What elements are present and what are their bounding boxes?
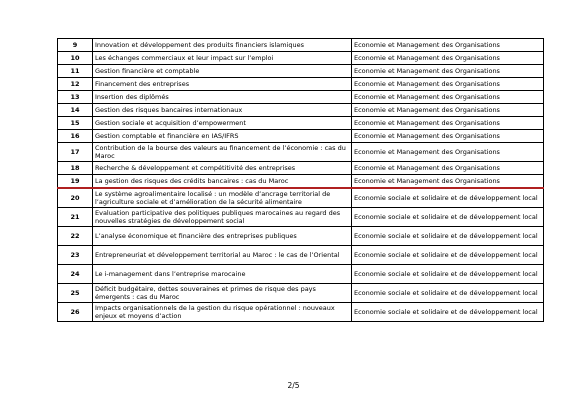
row-number: 17 (58, 143, 93, 162)
table-row (58, 117, 544, 130)
row-domain: Economie sociale et solidaire et de développement local (352, 284, 544, 303)
row-domain: Economie et Management des Organisations (352, 143, 544, 162)
row-title: La gestion des risques des crédits bancaires : cas du Maroc (93, 175, 352, 189)
row-title: Gestion comptable et financière en IAS/IFRS (93, 130, 352, 143)
row-title: Déficit budgétaire, dettes souveraines et primes de risque des pays émergents : cas du Maroc (93, 284, 352, 303)
row-domain: Economie et Management des Organisations (352, 39, 544, 52)
table-row (58, 208, 544, 227)
subjects-table (57, 38, 544, 322)
row-domain: Economie et Management des Organisations (352, 65, 544, 78)
row-domain: Economie sociale et solidaire et de développement local (352, 246, 544, 265)
row-domain: Economie et Management des Organisations (352, 130, 544, 143)
row-domain: Economie sociale et solidaire et de développement local (352, 227, 544, 246)
table-row (58, 246, 544, 265)
row-domain: Economie et Management des Organisations (352, 117, 544, 130)
row-domain: Economie et Management des Organisations (352, 104, 544, 117)
row-title: Impacts organisationnels de la gestion du risque opérationnel : nouveaux enjeux et moyens d’action (93, 303, 352, 322)
row-number: 13 (58, 91, 93, 104)
row-number: 12 (58, 78, 93, 91)
row-domain: Economie et Management des Organisations (352, 91, 544, 104)
table-row (58, 188, 544, 208)
row-title: Innovation et développement des produits financiers islamiques (93, 39, 352, 52)
row-number: 14 (58, 104, 93, 117)
row-title: Gestion des risques bancaires internationaux (93, 104, 352, 117)
table-row (58, 265, 544, 284)
row-domain: Economie et Management des Organisations (352, 78, 544, 91)
table-row (58, 130, 544, 143)
row-domain: Economie sociale et solidaire et de développement local (352, 188, 544, 208)
row-number: 21 (58, 208, 93, 227)
row-title: Insertion des diplômés (93, 91, 352, 104)
row-number: 18 (58, 162, 93, 175)
table-row (58, 303, 544, 322)
row-title: Le système agroalimentaire localisé : un modèle d’ancrage territorial de l’agriculture sociale et d’amélioration de la sécurité alimentaire (93, 188, 352, 208)
row-title: Les échanges commerciaux et leur impact sur l’emploi (93, 52, 352, 65)
row-domain: Economie et Management des Organisations (352, 52, 544, 65)
row-number: 20 (58, 188, 93, 208)
row-number: 11 (58, 65, 93, 78)
row-number: 19 (58, 175, 93, 189)
table-row (58, 52, 544, 65)
table-row (58, 143, 544, 162)
row-number: 16 (58, 130, 93, 143)
page-number: 2/5 (287, 381, 300, 390)
row-title: Gestion financière et comptable (93, 65, 352, 78)
row-domain: Economie et Management des Organisations (352, 162, 544, 175)
table-row (58, 162, 544, 175)
row-title: Le i-management dans l’entreprise marocaine (93, 265, 352, 284)
table-row (58, 39, 544, 52)
row-number: 9 (58, 39, 93, 52)
row-title: L’analyse économique et financière des entreprises publiques (93, 227, 352, 246)
table-row (58, 65, 544, 78)
row-title: Entrepreneuriat et développement territorial au Maroc : le cas de l’Oriental (93, 246, 352, 265)
row-domain: Economie sociale et solidaire et de développement local (352, 265, 544, 284)
row-domain: Economie et Management des Organisations (352, 175, 544, 189)
table-row (58, 104, 544, 117)
table-row (58, 91, 544, 104)
row-number: 24 (58, 265, 93, 284)
row-number: 10 (58, 52, 93, 65)
row-title: Contribution de la bourse des valeurs au financement de l’économie : cas du Maroc (93, 143, 352, 162)
table-row (58, 284, 544, 303)
row-title: Financement des entreprises (93, 78, 352, 91)
row-title: Evaluation participative des politiques publiques marocaines au regard des nouvelles stratégies de développement social (93, 208, 352, 227)
row-number: 22 (58, 227, 93, 246)
row-number: 15 (58, 117, 93, 130)
row-number: 26 (58, 303, 93, 322)
row-domain: Economie sociale et solidaire et de développement local (352, 303, 544, 322)
row-title: Recherche & développement et compétitivité des entreprises (93, 162, 352, 175)
row-number: 23 (58, 246, 93, 265)
table-row (58, 175, 544, 189)
row-domain: Economie sociale et solidaire et de développement local (352, 208, 544, 227)
row-title: Gestion sociale et acquisition d’empowerment (93, 117, 352, 130)
table-row (58, 78, 544, 91)
row-number: 25 (58, 284, 93, 303)
table-row (58, 227, 544, 246)
